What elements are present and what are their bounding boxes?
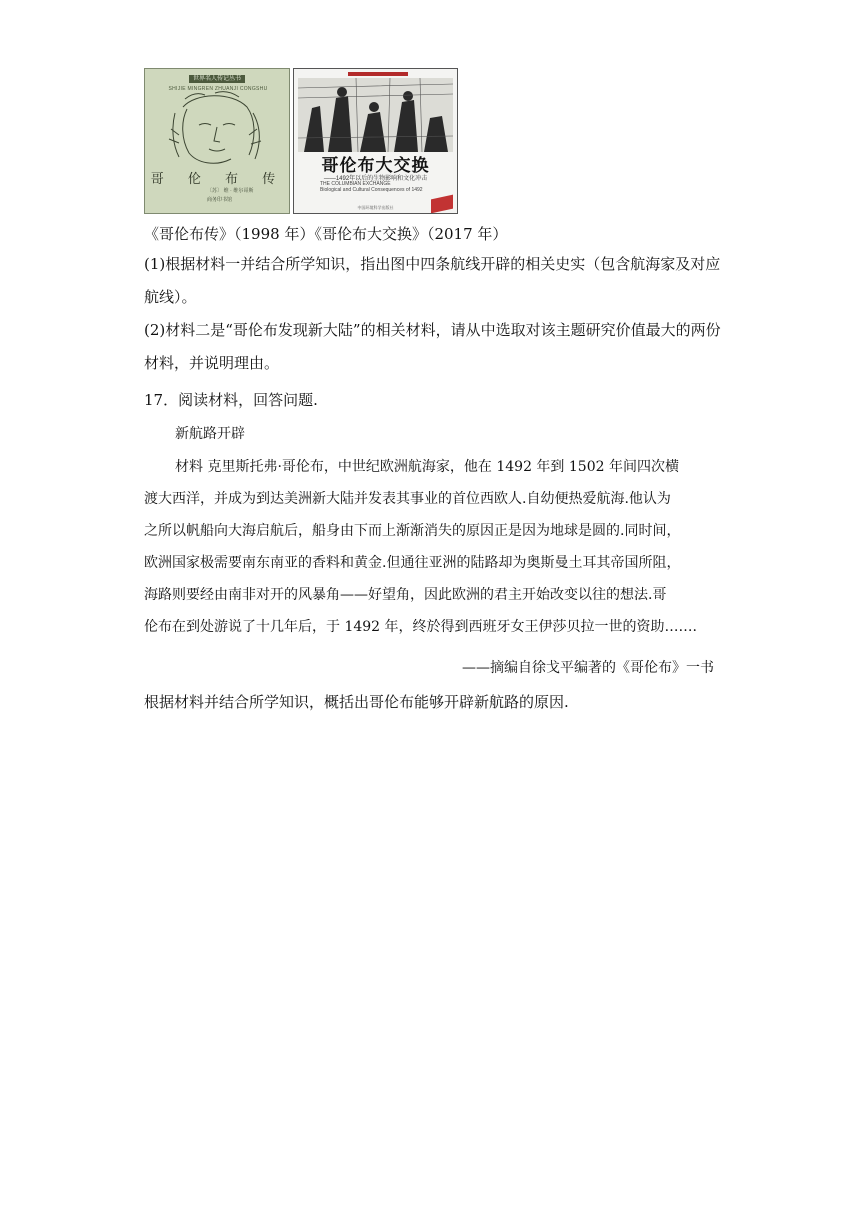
question-2-line-2: 材料，并说明理由。 — [144, 354, 280, 372]
passage-line: 欧洲国家极需要南东南亚的香料和黄金.但通往亚洲的陆路却为奥斯曼土耳其帝国所阻， — [144, 555, 681, 571]
passage-line: 伦布在到处游说了十几年后，于 1492 年，终於得到西班牙女王伊莎贝拉一世的资助……. — [144, 619, 697, 635]
book-author: 〔苏〕 维 · 维尔哥斯 — [207, 188, 254, 194]
columbian-exchange-cover — [293, 68, 458, 214]
engraving-illustration — [298, 78, 453, 152]
passage-line: 海路则要经由南非对开的风暴角——好望角，因此欧洲的君主开始改变以往的想法.哥 — [144, 587, 667, 603]
passage-source: ——摘编自徐戈平编著的《哥伦布》一书 — [462, 660, 714, 676]
book-covers — [144, 68, 458, 214]
english-title: THE COLUMBIAN EXCHANGE — [320, 181, 391, 187]
book-title: 哥 伦 布 传 — [150, 172, 286, 187]
english-title-block — [320, 181, 450, 193]
columbus-biography-cover — [144, 68, 290, 214]
passage-line: 渡大西洋，并成为到达美洲新大陆并发表其事业的首位西欧人.自幼便热爱航海.他认为 — [144, 491, 671, 507]
series-label: 世界名人传记丛书 — [189, 75, 245, 83]
cover-top-bar — [348, 72, 408, 76]
series-pinyin: SHIJIE MINGREN ZHUANJI CONGSHU — [168, 86, 268, 92]
question-17-heading: 17．阅读材料，回答问题. — [144, 391, 318, 409]
question-2-line-1: (2)材料二是“哥伦布发现新大陆”的相关材料，请从中选取对该主题研究价值最大的两份 — [144, 321, 721, 339]
passage-line: 之所以帆船向大海启航后，船身由下而上渐渐消失的原因正是因为地球是圆的.同时间， — [144, 523, 681, 539]
book-title: 哥伦布大交换 — [321, 156, 430, 176]
question-1-line-2: 航线）。 — [144, 288, 197, 306]
image-caption: 《哥伦布传》（1998 年）《哥伦布大交换》（2017 年） — [144, 225, 508, 243]
passage-subtitle: 新航路开辟 — [175, 426, 245, 442]
book-subtitle: ——1492年以后的生物影响和文化冲击 — [323, 176, 428, 182]
question-17-prompt: 根据材料并结合所学知识，概括出哥伦布能够开辟新航路的原因. — [144, 693, 569, 711]
english-subtitle: Biological and Cultural Consequences of 1492 — [320, 187, 423, 193]
book-publisher: 中国环境科学出版社 — [357, 205, 394, 210]
question-1-line-1: (1)根据材料一并结合所学知识，指出图中四条航线开辟的相关史实（包含航海家及对应 — [144, 255, 721, 273]
book-publisher: 商务印书馆 — [207, 197, 233, 203]
passage-line: 材料 克里斯托弗·哥伦布，中世纪欧洲航海家，他在 1492 年到 1502 年间四次横 — [175, 459, 679, 475]
